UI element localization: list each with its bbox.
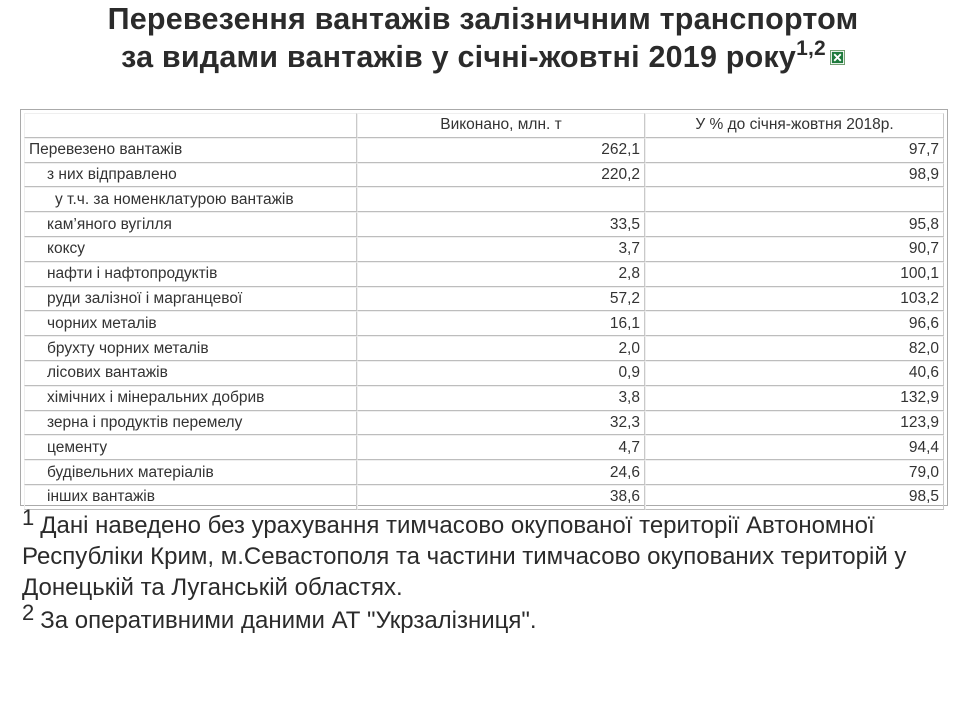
row-value: 4,7 <box>357 435 645 460</box>
row-label: цементу <box>24 435 357 460</box>
row-percent: 97,7 <box>645 138 944 163</box>
row-percent: 98,9 <box>645 163 944 188</box>
table-row <box>24 212 944 237</box>
table-row <box>24 386 944 411</box>
footnote-mark: 2 <box>22 600 35 625</box>
row-value: 3,8 <box>357 386 645 411</box>
table-row <box>24 336 944 361</box>
row-value <box>357 187 645 212</box>
table-row <box>24 163 944 188</box>
row-value: 2,8 <box>357 262 645 287</box>
row-label: нафти і нафтопродуктів <box>24 262 357 287</box>
row-percent: 79,0 <box>645 460 944 485</box>
row-value: 220,2 <box>357 163 645 188</box>
title-footnote-marks: 1,2 <box>796 37 826 60</box>
header-value: Виконано, млн. т <box>357 113 645 138</box>
row-percent: 103,2 <box>645 287 944 312</box>
row-percent: 98,5 <box>645 485 944 510</box>
table-row <box>24 187 944 212</box>
row-percent: 40,6 <box>645 361 944 386</box>
table-row-total <box>24 138 944 163</box>
row-value: 2,0 <box>357 336 645 361</box>
row-label: кам’яного вугілля <box>24 212 357 237</box>
row-percent: 96,6 <box>645 311 944 336</box>
row-percent: 95,8 <box>645 212 944 237</box>
footnote-1 <box>22 505 952 603</box>
row-value: 32,3 <box>357 411 645 436</box>
row-value: 38,6 <box>357 485 645 510</box>
row-percent: 100,1 <box>645 262 944 287</box>
row-value: 33,5 <box>357 212 645 237</box>
cargo-table-frame <box>20 109 948 506</box>
row-value: 24,6 <box>357 460 645 485</box>
footnote-2 <box>22 600 952 636</box>
row-percent: 82,0 <box>645 336 944 361</box>
table-row <box>24 311 944 336</box>
row-value: 3,7 <box>357 237 645 262</box>
row-value: 57,2 <box>357 287 645 312</box>
page-title <box>18 0 948 76</box>
table-row <box>24 287 944 312</box>
row-percent: 132,9 <box>645 386 944 411</box>
row-label: зерна і продуктів перемелу <box>24 411 357 436</box>
row-value: 0,9 <box>357 361 645 386</box>
table-row <box>24 361 944 386</box>
table-header-row <box>24 113 944 138</box>
row-label: хімічних і мінеральних добрив <box>24 386 357 411</box>
table-row <box>24 460 944 485</box>
title-line-2-text: за видами вантажів у січні-жовтні 2019 року <box>121 40 797 74</box>
row-value: 16,1 <box>357 311 645 336</box>
row-label: коксу <box>24 237 357 262</box>
row-percent <box>645 187 944 212</box>
row-label: Перевезено вантажів <box>24 138 357 163</box>
table-row <box>24 262 944 287</box>
table-row <box>24 411 944 436</box>
row-percent: 123,9 <box>645 411 944 436</box>
header-percent: У % до січня-жовтня 2018р. <box>645 113 944 138</box>
row-percent: 90,7 <box>645 237 944 262</box>
footnotes <box>22 505 952 636</box>
footnote-mark: 1 <box>22 505 35 530</box>
row-label: руди залізної і марганцевої <box>24 287 357 312</box>
footnote-text: За оперативними даними АТ "Укрзалізниця". <box>40 607 537 634</box>
row-label: брухту чорних металів <box>24 336 357 361</box>
row-value: 262,1 <box>357 138 645 163</box>
excel-icon[interactable] <box>830 50 845 65</box>
row-label: лісових вантажів <box>24 361 357 386</box>
table-row <box>24 485 944 510</box>
row-label: інших вантажів <box>24 485 357 510</box>
row-label: чорних металів <box>24 311 357 336</box>
table-row <box>24 435 944 460</box>
row-label: будівельних матеріалів <box>24 460 357 485</box>
footnote-text: Дані наведено без урахування тимчасово окупованої території Автономної Республіки Крим, м.Севастополя та частини тимчасово окупованих територій у Донецькій та Луганській областях. <box>22 512 907 601</box>
title-line-2 <box>18 38 948 76</box>
row-percent: 94,4 <box>645 435 944 460</box>
title-line-1: Перевезення вантажів залізничним транспортом <box>107 2 859 36</box>
row-label: у т.ч. за номенклатурою вантажів <box>24 187 357 212</box>
cargo-table <box>24 113 944 510</box>
row-label: з них відправлено <box>24 163 357 188</box>
table-row <box>24 237 944 262</box>
header-label <box>24 113 357 138</box>
